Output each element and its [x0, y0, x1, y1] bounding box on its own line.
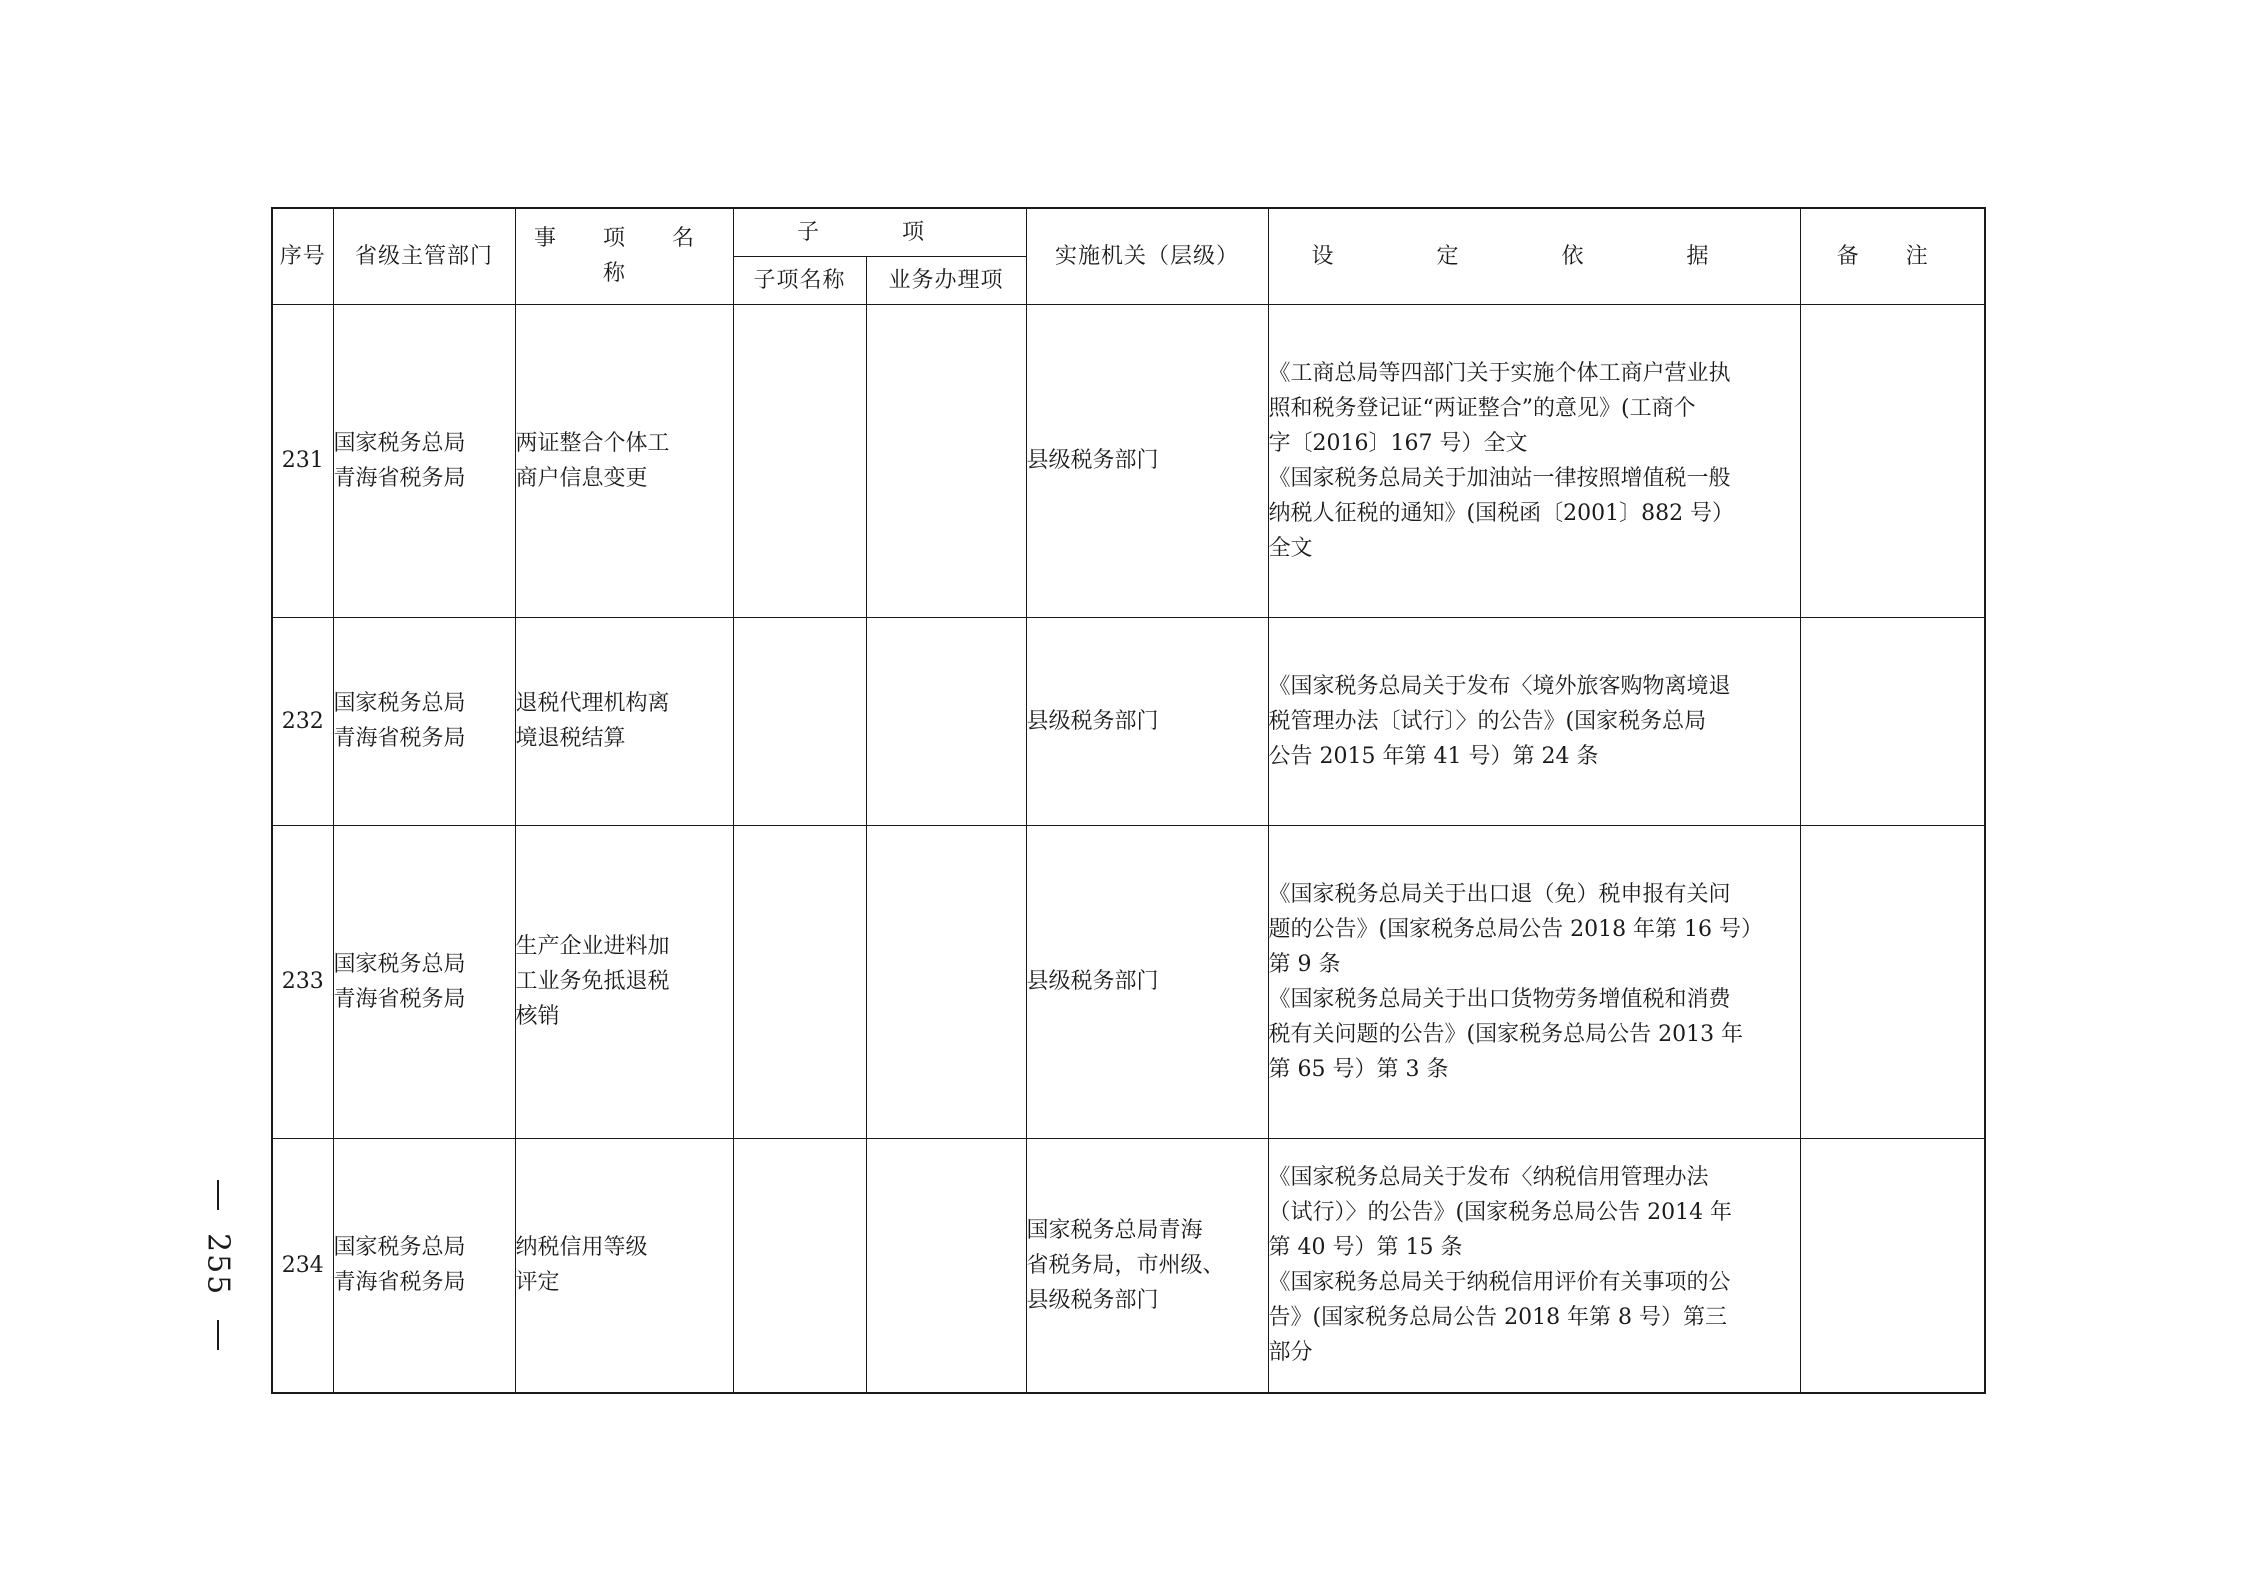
cell-dept [333, 1138, 515, 1393]
cell-dept-line: 青海省税务局 [333, 726, 466, 751]
catalog-table [271, 207, 1986, 1394]
header-dept: 省级主管部门 [333, 208, 515, 304]
cell-seq: 234 [272, 1138, 333, 1393]
table-row [272, 825, 1985, 1138]
page-number-dash-top [217, 1180, 219, 1210]
cell-dept-line: 青海省税务局 [333, 986, 466, 1012]
cell-basis-line: 税管理办法〔试行〕〉的公告》(国家税务总局 [1268, 708, 1707, 734]
cell-sub-name [733, 617, 866, 825]
cell-dept-line: 国家税务总局 [333, 430, 466, 456]
cell-dept-line: 国家税务总局 [333, 691, 466, 716]
cell-item-line: 退税代理机构离 [515, 691, 670, 716]
cell-agency [1026, 825, 1268, 1138]
cell-basis-line: 第 65 号）第 3 条 [1268, 1056, 1449, 1082]
cell-agency-line: 县级税务部门 [1026, 708, 1159, 734]
header-sub: 子 项 [733, 208, 1026, 256]
cell-remark [1800, 825, 1985, 1138]
cell-basis-line: 全文 [1268, 535, 1313, 561]
header-item: 事 项 名 称 [515, 208, 733, 304]
cell-seq: 233 [272, 825, 333, 1138]
cell-item-line: 境退税结算 [515, 726, 626, 751]
cell-agency [1026, 304, 1268, 617]
cell-sub-biz [866, 304, 1026, 617]
cell-basis-line: 《国家税务总局关于出口退（免）税申报有关问 [1268, 881, 1731, 907]
cell-sub-name [733, 304, 866, 617]
cell-basis-line: 《国家税务总局关于发布〈境外旅客购物离境退 [1268, 673, 1731, 699]
cell-item-line: 纳税信用等级 [515, 1235, 648, 1261]
cell-seq: 232 [272, 617, 333, 825]
cell-dept-line: 国家税务总局 [333, 951, 466, 977]
cell-basis-line: 第 40 号）第 15 条 [1268, 1235, 1463, 1261]
cell-item-line: 生产企业进料加 [515, 934, 670, 959]
cell-basis-line: 《国家税务总局关于纳税信用评价有关事项的公 [1268, 1270, 1731, 1296]
header-seq: 序号 [272, 208, 333, 304]
cell-basis-line: 字〔2016〕167 号）全文 [1268, 430, 1528, 456]
cell-agency [1026, 1138, 1268, 1393]
cell-basis-line: 部分 [1268, 1340, 1313, 1366]
cell-dept [333, 304, 515, 617]
header-agency: 实施机关（层级） [1026, 208, 1268, 304]
table-body [272, 304, 1985, 1393]
table-row [272, 1138, 1985, 1393]
cell-remark [1800, 1138, 1985, 1393]
cell-basis-line: 告》(国家税务总局公告 2018 年第 8 号）第三 [1268, 1305, 1728, 1331]
cell-item-line: 核销 [515, 1004, 560, 1029]
header-basis: 设 定 依 据 [1268, 208, 1800, 304]
cell-basis-line: 照和税务登记证“两证整合”的意见》(工商个 [1268, 395, 1696, 421]
cell-agency-line: 国家税务总局青海 [1026, 1217, 1203, 1243]
cell-item-line: 商户信息变更 [515, 465, 648, 491]
cell-sub-name [733, 825, 866, 1138]
cell-dept-line: 青海省税务局 [333, 1270, 466, 1296]
header-sub-name: 子项名称 [733, 256, 866, 304]
cell-item [515, 617, 733, 825]
cell-item-line: 评定 [515, 1270, 560, 1296]
page-number [198, 1180, 238, 1350]
page-number-text: 255 [200, 1233, 236, 1297]
cell-basis-line: 题的公告》(国家税务总局公告 2018 年第 16 号） [1268, 916, 1764, 942]
cell-remark [1800, 617, 1985, 825]
cell-item [515, 1138, 733, 1393]
cell-item-line: 工业务免抵退税 [515, 969, 670, 994]
cell-dept [333, 617, 515, 825]
cell-agency-line: 县级税务部门 [1026, 969, 1159, 994]
cell-item [515, 825, 733, 1138]
cell-agency-line: 县级税务部门 [1026, 1287, 1159, 1313]
cell-sub-name [733, 1138, 866, 1393]
cell-basis-line: 第 9 条 [1268, 951, 1341, 977]
cell-dept [333, 825, 515, 1138]
header-remark: 备 注 [1800, 208, 1985, 304]
cell-remark [1800, 304, 1985, 617]
cell-basis-line: 纳税人征税的通知》(国税函〔2001〕882 号） [1268, 500, 1735, 526]
cell-dept-line: 国家税务总局 [333, 1235, 466, 1261]
page-number-dash-bottom [217, 1320, 219, 1350]
cell-basis-line: 《国家税务总局关于加油站一律按照增值税一般 [1268, 465, 1731, 491]
table-row [272, 617, 1985, 825]
cell-basis-line: 税有关问题的公告》(国家税务总局公告 2013 年 [1268, 1021, 1744, 1047]
cell-seq: 231 [272, 304, 333, 617]
cell-basis [1268, 825, 1800, 1138]
cell-sub-biz [866, 617, 1026, 825]
cell-basis [1268, 1138, 1800, 1393]
cell-basis [1268, 617, 1800, 825]
cell-basis-line: 《工商总局等四部门关于实施个体工商户营业执 [1268, 360, 1731, 386]
cell-basis-line: 《国家税务总局关于出口货物劳务增值税和消费 [1268, 986, 1731, 1012]
cell-dept-line: 青海省税务局 [333, 465, 466, 491]
cell-basis-line: （试行）〉的公告》(国家税务总局公告 2014 年 [1268, 1200, 1733, 1226]
cell-agency-line: 县级税务部门 [1026, 448, 1159, 473]
cell-sub-biz [866, 825, 1026, 1138]
cell-item [515, 304, 733, 617]
table-row [272, 304, 1985, 617]
cell-basis [1268, 304, 1800, 617]
cell-agency-line: 省税务局，市州级、 [1026, 1252, 1225, 1278]
cell-basis-line: 公告 2015 年第 41 号）第 24 条 [1268, 743, 1599, 769]
cell-sub-biz [866, 1138, 1026, 1393]
cell-agency [1026, 617, 1268, 825]
cell-basis-line: 《国家税务总局关于发布〈纳税信用管理办法 [1268, 1165, 1709, 1191]
header-sub-biz: 业务办理项 [866, 256, 1026, 304]
cell-item-line: 两证整合个体工 [515, 430, 670, 456]
